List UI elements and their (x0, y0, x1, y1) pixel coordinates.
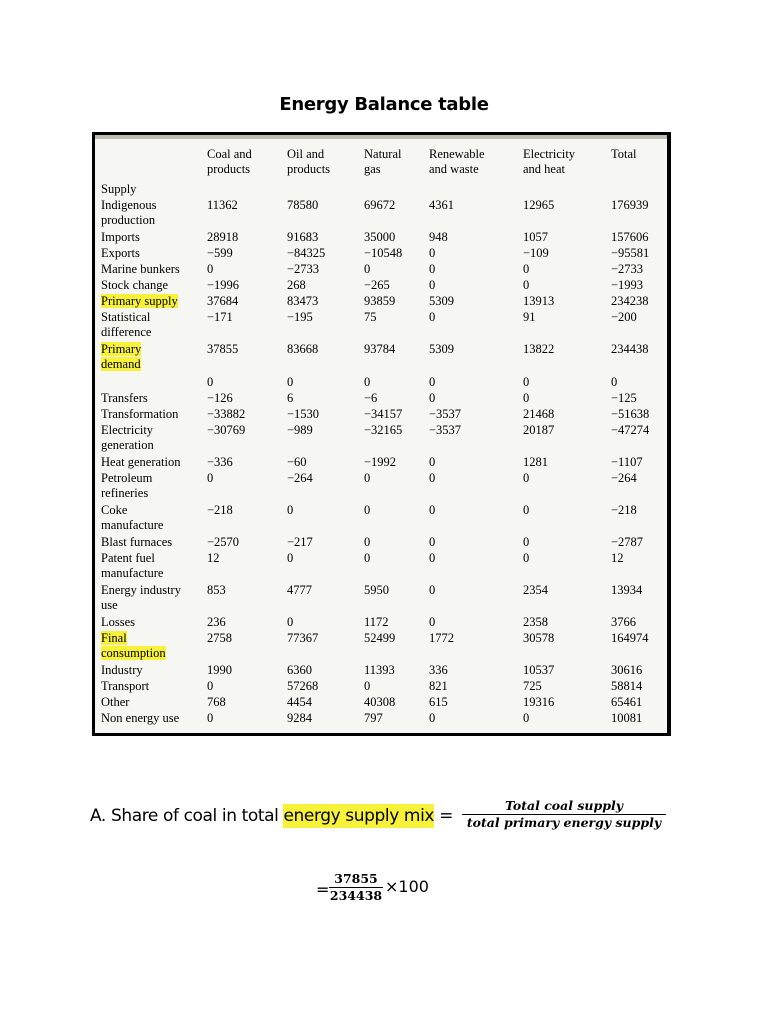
table-cell: 0 (364, 535, 371, 549)
section-a-prefix: A. Share of coal in total (90, 806, 284, 826)
table-cell: 0 (364, 375, 371, 389)
column-header: and heat (523, 162, 565, 176)
table-cell: 30578 (523, 631, 555, 645)
row-label: Other (101, 695, 130, 709)
row-label: Supply (101, 182, 137, 196)
row-label: difference (101, 325, 152, 339)
table-cell: 12 (611, 551, 624, 565)
table-cell: −218 (207, 503, 233, 517)
table-cell: −34157 (364, 407, 403, 421)
row-label: production (101, 213, 156, 227)
table-cell: 1172 (364, 615, 389, 629)
table-cell: −265 (364, 278, 390, 292)
table-cell: 157606 (611, 230, 649, 244)
table-cell: 0 (287, 615, 294, 629)
table-cell: 19316 (523, 695, 555, 709)
row-label: Exports (101, 246, 140, 260)
table-cell: −989 (287, 423, 313, 437)
section-a-highlight: energy supply mix (283, 806, 435, 826)
table-cell: 725 (523, 679, 542, 693)
table-cell: −33882 (207, 407, 246, 421)
table-top-edge (95, 135, 667, 139)
table-cell: −32165 (364, 423, 403, 437)
row-label: Statistical (101, 310, 151, 324)
row-label: manufacture (101, 518, 164, 532)
calc-numerator: 37855 (334, 871, 378, 886)
table-cell: −218 (611, 503, 637, 517)
table-cell: 75 (364, 310, 377, 324)
table-cell: −126 (207, 391, 233, 405)
table-cell: −2733 (611, 262, 644, 276)
table-cell: 0 (429, 583, 436, 597)
calc-denominator: 234438 (329, 888, 383, 903)
table-cell: 30616 (611, 663, 643, 677)
table-cell: −1993 (611, 278, 644, 292)
table-cell: 13934 (611, 583, 643, 597)
table-cell: 0 (287, 375, 294, 389)
table-cell: 6360 (287, 663, 312, 677)
section-a-equals: = (434, 806, 453, 826)
column-header: Natural (364, 147, 402, 161)
table-cell: −599 (207, 246, 233, 260)
row-label: Coke (101, 503, 128, 517)
table-cell: 948 (429, 230, 448, 244)
column-header: Renewable (429, 147, 485, 161)
table-cell: 37684 (207, 294, 239, 308)
table-cell: −30769 (207, 423, 246, 437)
row-label: Petroleum (101, 471, 153, 485)
column-header: products (207, 162, 251, 176)
row-label: generation (101, 438, 154, 452)
table-cell: −2733 (287, 262, 320, 276)
table-cell: 5950 (364, 583, 389, 597)
table-cell: 12 (207, 551, 220, 565)
table-cell: 10537 (523, 663, 555, 677)
table-cell: −51638 (611, 407, 650, 421)
table-cell: −47274 (611, 423, 650, 437)
table-cell: 0 (523, 391, 530, 405)
row-label: Marine bunkers (101, 262, 180, 276)
table-cell: 0 (429, 310, 436, 324)
table-cell: 28918 (207, 230, 239, 244)
table-cell: 0 (287, 551, 294, 565)
fraction-numerator: Total coal supply (505, 798, 623, 813)
table-cell: 83473 (287, 294, 319, 308)
table-cell: 853 (207, 583, 226, 597)
table-cell: 1057 (523, 230, 548, 244)
row-label: Industry (101, 663, 143, 677)
table-cell: 0 (207, 262, 214, 276)
row-label: manufacture (101, 566, 164, 580)
table-cell: 2358 (523, 615, 548, 629)
table-cell: 0 (523, 262, 530, 276)
table-cell: −1107 (611, 455, 643, 469)
column-header: gas (364, 162, 381, 176)
column-header: Total (611, 147, 637, 161)
row-label: Losses (101, 615, 136, 629)
table-cell: 236 (207, 615, 226, 629)
table-cell: 0 (523, 551, 530, 565)
table-cell: 336 (429, 663, 448, 677)
table-cell: 1281 (523, 455, 548, 469)
table-cell: 0 (429, 535, 436, 549)
table-cell: 83668 (287, 342, 319, 356)
row-label: Transport (101, 679, 150, 693)
table-cell: 4361 (429, 198, 454, 212)
row-label: Electricity (101, 423, 154, 437)
row-label: Patent fuel (101, 551, 155, 565)
table-cell: 0 (287, 503, 294, 517)
row-label: Primary supply (101, 294, 178, 308)
table-cell: −1996 (207, 278, 240, 292)
row-label: consumption (101, 646, 166, 660)
table-cell: 52499 (364, 631, 396, 645)
calc-equals: = (316, 880, 330, 899)
row-label: Primary (101, 342, 142, 356)
table-cell: 78580 (287, 198, 319, 212)
table-cell: 768 (207, 695, 226, 709)
table-cell: 0 (207, 375, 214, 389)
table-cell: 93859 (364, 294, 396, 308)
row-label: Energy industry (101, 583, 181, 597)
table-cell: 3766 (611, 615, 636, 629)
table-cell: −3537 (429, 407, 462, 421)
energy-balance-table (92, 132, 671, 736)
table-cell: 0 (429, 246, 436, 260)
table-cell: 0 (364, 551, 371, 565)
column-header: Coal and (207, 147, 252, 161)
table-cell: 5309 (429, 294, 454, 308)
table-cell: 0 (364, 262, 371, 276)
table-cell: 0 (429, 375, 436, 389)
row-label: Transformation (101, 407, 179, 421)
table-cell: 93784 (364, 342, 396, 356)
table-cell: 35000 (364, 230, 396, 244)
table-cell: −336 (207, 455, 233, 469)
table-cell: 37855 (207, 342, 239, 356)
table-cell: 0 (207, 679, 214, 693)
table-cell: 0 (364, 679, 371, 693)
table-cell: 0 (523, 278, 530, 292)
table-cell: 797 (364, 711, 383, 725)
table-cell: −95581 (611, 246, 650, 260)
table-cell: −264 (611, 471, 637, 485)
table-cell: −60 (287, 455, 307, 469)
row-label: Final (101, 631, 127, 645)
table-cell: 0 (429, 455, 436, 469)
table-cell: 5309 (429, 342, 454, 356)
table-cell: −195 (287, 310, 313, 324)
table-cell: 6 (287, 391, 294, 405)
table-cell: 0 (429, 711, 436, 725)
table-cell: 13822 (523, 342, 555, 356)
table-cell: 0 (207, 711, 214, 725)
row-label: Blast furnaces (101, 535, 173, 549)
row-label: Heat generation (101, 455, 181, 469)
table-cell: 0 (364, 503, 371, 517)
table-cell: −171 (207, 310, 233, 324)
table-cell: −2787 (611, 535, 644, 549)
table-cell: 4777 (287, 583, 312, 597)
table-cell: 164974 (611, 631, 649, 645)
table-cell: −109 (523, 246, 549, 260)
table-cell: 1772 (429, 631, 454, 645)
table-cell: 0 (429, 503, 436, 517)
table-cell: 0 (429, 551, 436, 565)
table-cell: −2570 (207, 535, 240, 549)
table-cell: 0 (429, 262, 436, 276)
calc-fraction (329, 871, 383, 904)
table-cell: 1990 (207, 663, 232, 677)
table-cell: 12965 (523, 198, 555, 212)
table-cell: 4454 (287, 695, 312, 709)
table-cell: −84325 (287, 246, 326, 260)
page-title: Energy Balance table (279, 94, 489, 115)
table-cell: 65461 (611, 695, 643, 709)
table-cell: 40308 (364, 695, 396, 709)
section-a-fraction (462, 798, 666, 831)
table-cell: 11393 (364, 663, 395, 677)
table-cell: 21468 (523, 407, 555, 421)
table-cell: 20187 (523, 423, 555, 437)
table-cell: 57268 (287, 679, 319, 693)
table-cell: 0 (523, 535, 530, 549)
table-cell: 58814 (611, 679, 643, 693)
table-cell: −6 (364, 391, 378, 405)
column-header: and waste (429, 162, 479, 176)
table-cell: 268 (287, 278, 306, 292)
table-cell: −3537 (429, 423, 462, 437)
column-header: products (287, 162, 331, 176)
table-cell: 0 (429, 278, 436, 292)
table-cell: 2354 (523, 583, 548, 597)
table-cell: 0 (429, 615, 436, 629)
table-cell: 0 (364, 471, 371, 485)
row-label: Non energy use (101, 711, 180, 725)
table-cell: 0 (429, 391, 436, 405)
table-cell: 0 (523, 503, 530, 517)
column-header: Oil and (287, 147, 325, 161)
table-cell: 176939 (611, 198, 649, 212)
row-label: Transfers (101, 391, 148, 405)
table-cell: 11362 (207, 198, 238, 212)
table-cell: −125 (611, 391, 637, 405)
table-cell: 2758 (207, 631, 232, 645)
table-cell: −1530 (287, 407, 320, 421)
table-cell: 0 (207, 471, 214, 485)
row-label: refineries (101, 486, 149, 500)
table-cell: 0 (523, 375, 530, 389)
table-cell: 234438 (611, 342, 649, 356)
table-cell: 615 (429, 695, 448, 709)
row-label: Indigenous (101, 198, 157, 212)
table-cell: 10081 (611, 711, 643, 725)
row-label: use (101, 598, 118, 612)
table-cell: 69672 (364, 198, 396, 212)
calc-multiplier: ×100 (385, 877, 429, 896)
table-cell: 821 (429, 679, 448, 693)
table-cell: −10548 (364, 246, 403, 260)
table-cell: −200 (611, 310, 637, 324)
table-cell: 13913 (523, 294, 555, 308)
column-header: Electricity (523, 147, 576, 161)
table-cell: 9284 (287, 711, 312, 725)
table-cell: 0 (523, 711, 530, 725)
table-cell: 0 (429, 471, 436, 485)
table-cell: 77367 (287, 631, 319, 645)
row-label: Imports (101, 230, 140, 244)
table-cell: −264 (287, 471, 313, 485)
fraction-denominator: total primary energy supply (462, 814, 666, 831)
table-cell: −1992 (364, 455, 397, 469)
table-cell: 0 (523, 471, 530, 485)
row-label: demand (101, 357, 141, 371)
section-a-line (90, 806, 453, 826)
table-cell: 0 (611, 375, 618, 389)
table-cell: 234238 (611, 294, 649, 308)
table-cell: 91 (523, 310, 536, 324)
table-cell: −217 (287, 535, 313, 549)
table-cell: 91683 (287, 230, 319, 244)
row-label: Stock change (101, 278, 168, 292)
